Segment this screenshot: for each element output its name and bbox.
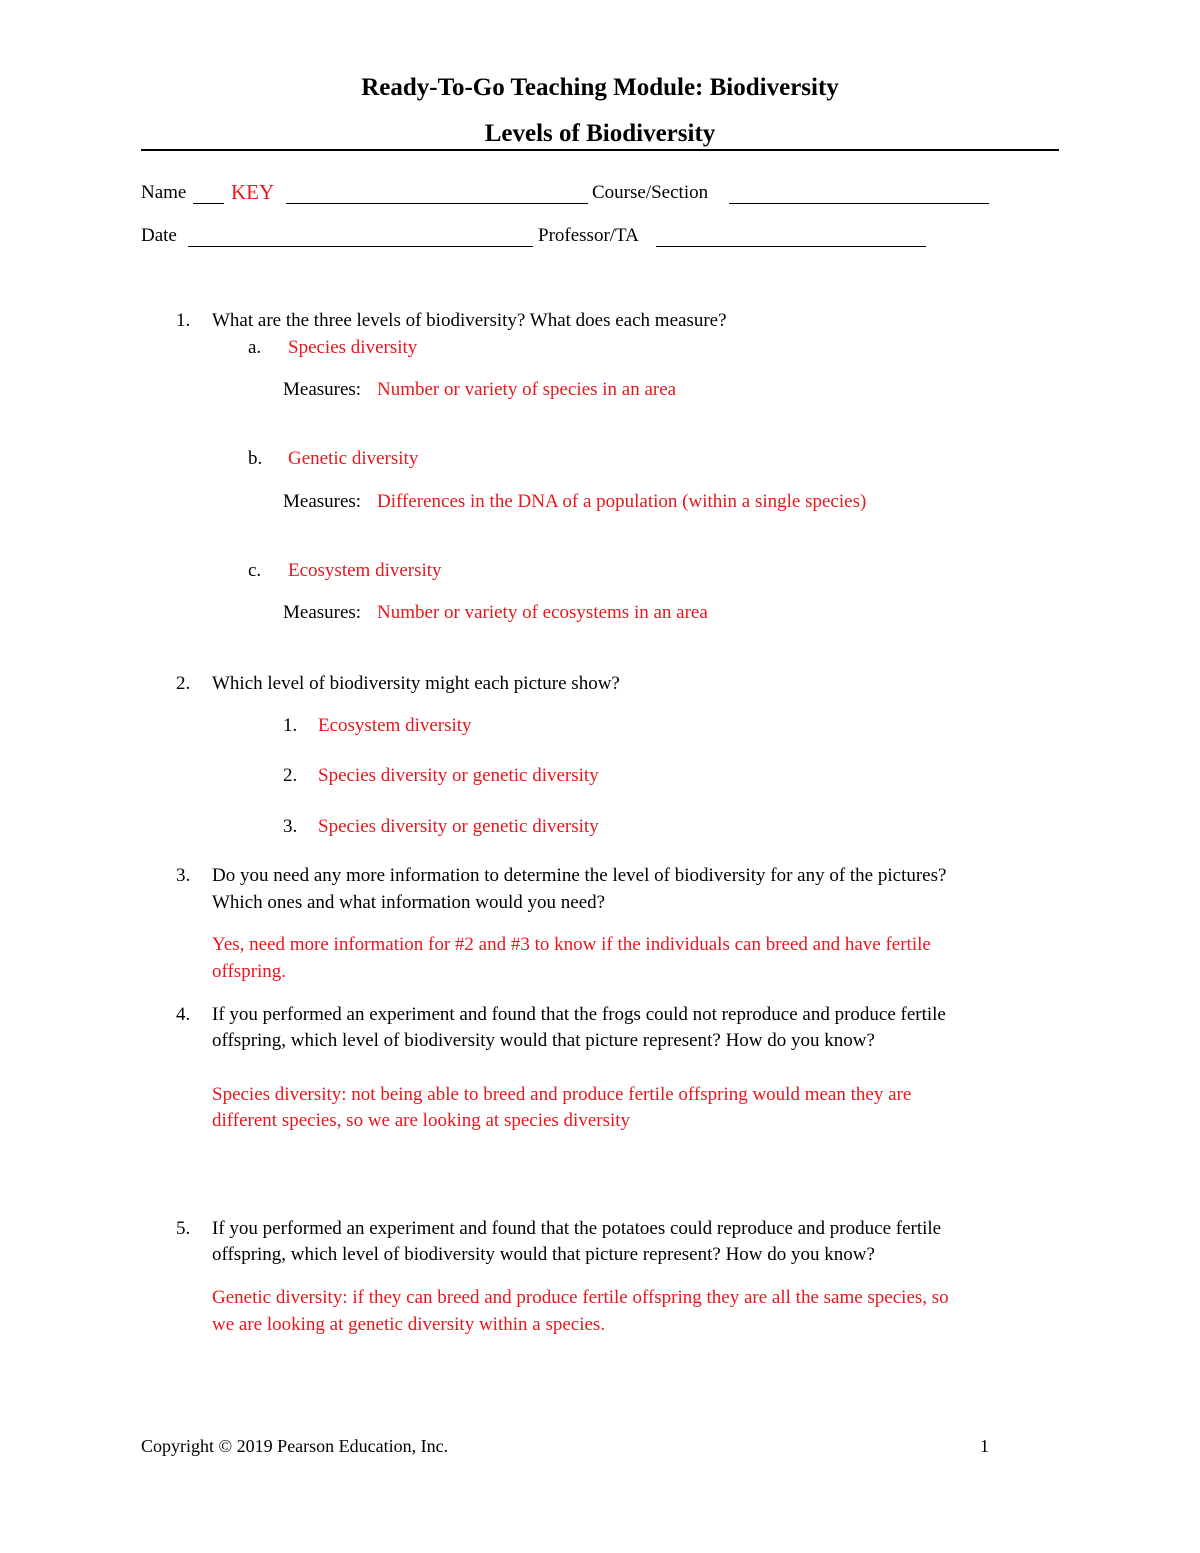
q1-text: What are the three levels of biodiversity? What does each measure? (212, 310, 727, 331)
q2-answer-3: Species diversity or genetic diversity (318, 816, 599, 837)
q1a-letter: a. (248, 337, 262, 358)
q4-text-line2: offspring, which level of biodiversity would that picture represent? How do you know? (212, 1030, 875, 1051)
q1c-measures-label: Measures: (283, 602, 362, 623)
q3-text-line1: Do you need any more information to determine the level of biodiversity for any of the pictures? (212, 865, 947, 886)
q1b-measures: Differences in the DNA of a population (within a single species) (377, 491, 867, 512)
page-title: Ready-To-Go Teaching Module: Biodiversity (361, 74, 839, 101)
q2-answer-2: Species diversity or genetic diversity (318, 765, 599, 786)
q1c-letter: c. (248, 560, 262, 581)
q5-number: 5. (176, 1218, 191, 1239)
q4-answer-line1: Species diversity: not being able to breed and produce fertile offspring would mean they are (212, 1084, 912, 1105)
q1b-measures-label: Measures: (283, 491, 362, 512)
q2-answer-2-number: 2. (283, 765, 298, 786)
page-subtitle: Levels of Biodiversity (484, 120, 716, 147)
page-number: 1 (980, 1436, 989, 1456)
q3-number: 3. (176, 865, 191, 886)
q1a-answer: Species diversity (288, 337, 418, 358)
date-label: Date (141, 225, 177, 246)
q1c-measures: Number or variety of ecosystems in an area (377, 602, 708, 623)
q4-number: 4. (176, 1004, 191, 1025)
q3-answer-line2: offspring. (212, 961, 287, 982)
q5-text-line1: If you performed an experiment and found that the potatoes could reproduce and produce fertile (212, 1218, 942, 1239)
name-underline-lead (193, 203, 224, 204)
name-field[interactable]: KEY (231, 180, 275, 204)
q1-number: 1. (176, 310, 191, 331)
q4-answer-line2: different species, so we are looking at species diversity (212, 1110, 631, 1131)
professor-field[interactable] (656, 246, 926, 247)
q5-answer-line1: Genetic diversity: if they can breed and produce fertile offspring they are all the same species, so (212, 1287, 949, 1308)
q2-answer-3-number: 3. (283, 816, 298, 837)
q1a-measures: Number or variety of species in an area (377, 379, 677, 400)
q5-text-line2: offspring, which level of biodiversity would that picture represent? How do you know? (212, 1244, 875, 1265)
date-field[interactable] (188, 246, 533, 247)
name-label: Name (141, 182, 187, 203)
q3-text-line2: Which ones and what information would you need? (212, 892, 606, 913)
course-label: Course/Section (592, 182, 709, 203)
q2-answer-1: Ecosystem diversity (318, 715, 472, 736)
course-field[interactable] (729, 203, 989, 204)
professor-label: Professor/TA (538, 225, 639, 246)
footer-copyright: Copyright © 2019 Pearson Education, Inc. (141, 1436, 449, 1456)
q1a-measures-label: Measures: (283, 379, 362, 400)
q5-answer-line2: we are looking at genetic diversity within a species. (212, 1314, 606, 1335)
q2-number: 2. (176, 673, 191, 694)
q3-answer-line1: Yes, need more information for #2 and #3 to know if the individuals can breed and have fertile (212, 934, 931, 955)
name-underline (286, 203, 588, 204)
q1c-answer: Ecosystem diversity (288, 560, 442, 581)
q1b-answer: Genetic diversity (288, 448, 419, 469)
q1b-letter: b. (248, 448, 263, 469)
header-divider (141, 149, 1059, 151)
q2-text: Which level of biodiversity might each picture show? (212, 673, 620, 694)
q2-answer-1-number: 1. (283, 715, 298, 736)
q4-text-line1: If you performed an experiment and found that the frogs could not reproduce and produce fertile (212, 1004, 946, 1025)
